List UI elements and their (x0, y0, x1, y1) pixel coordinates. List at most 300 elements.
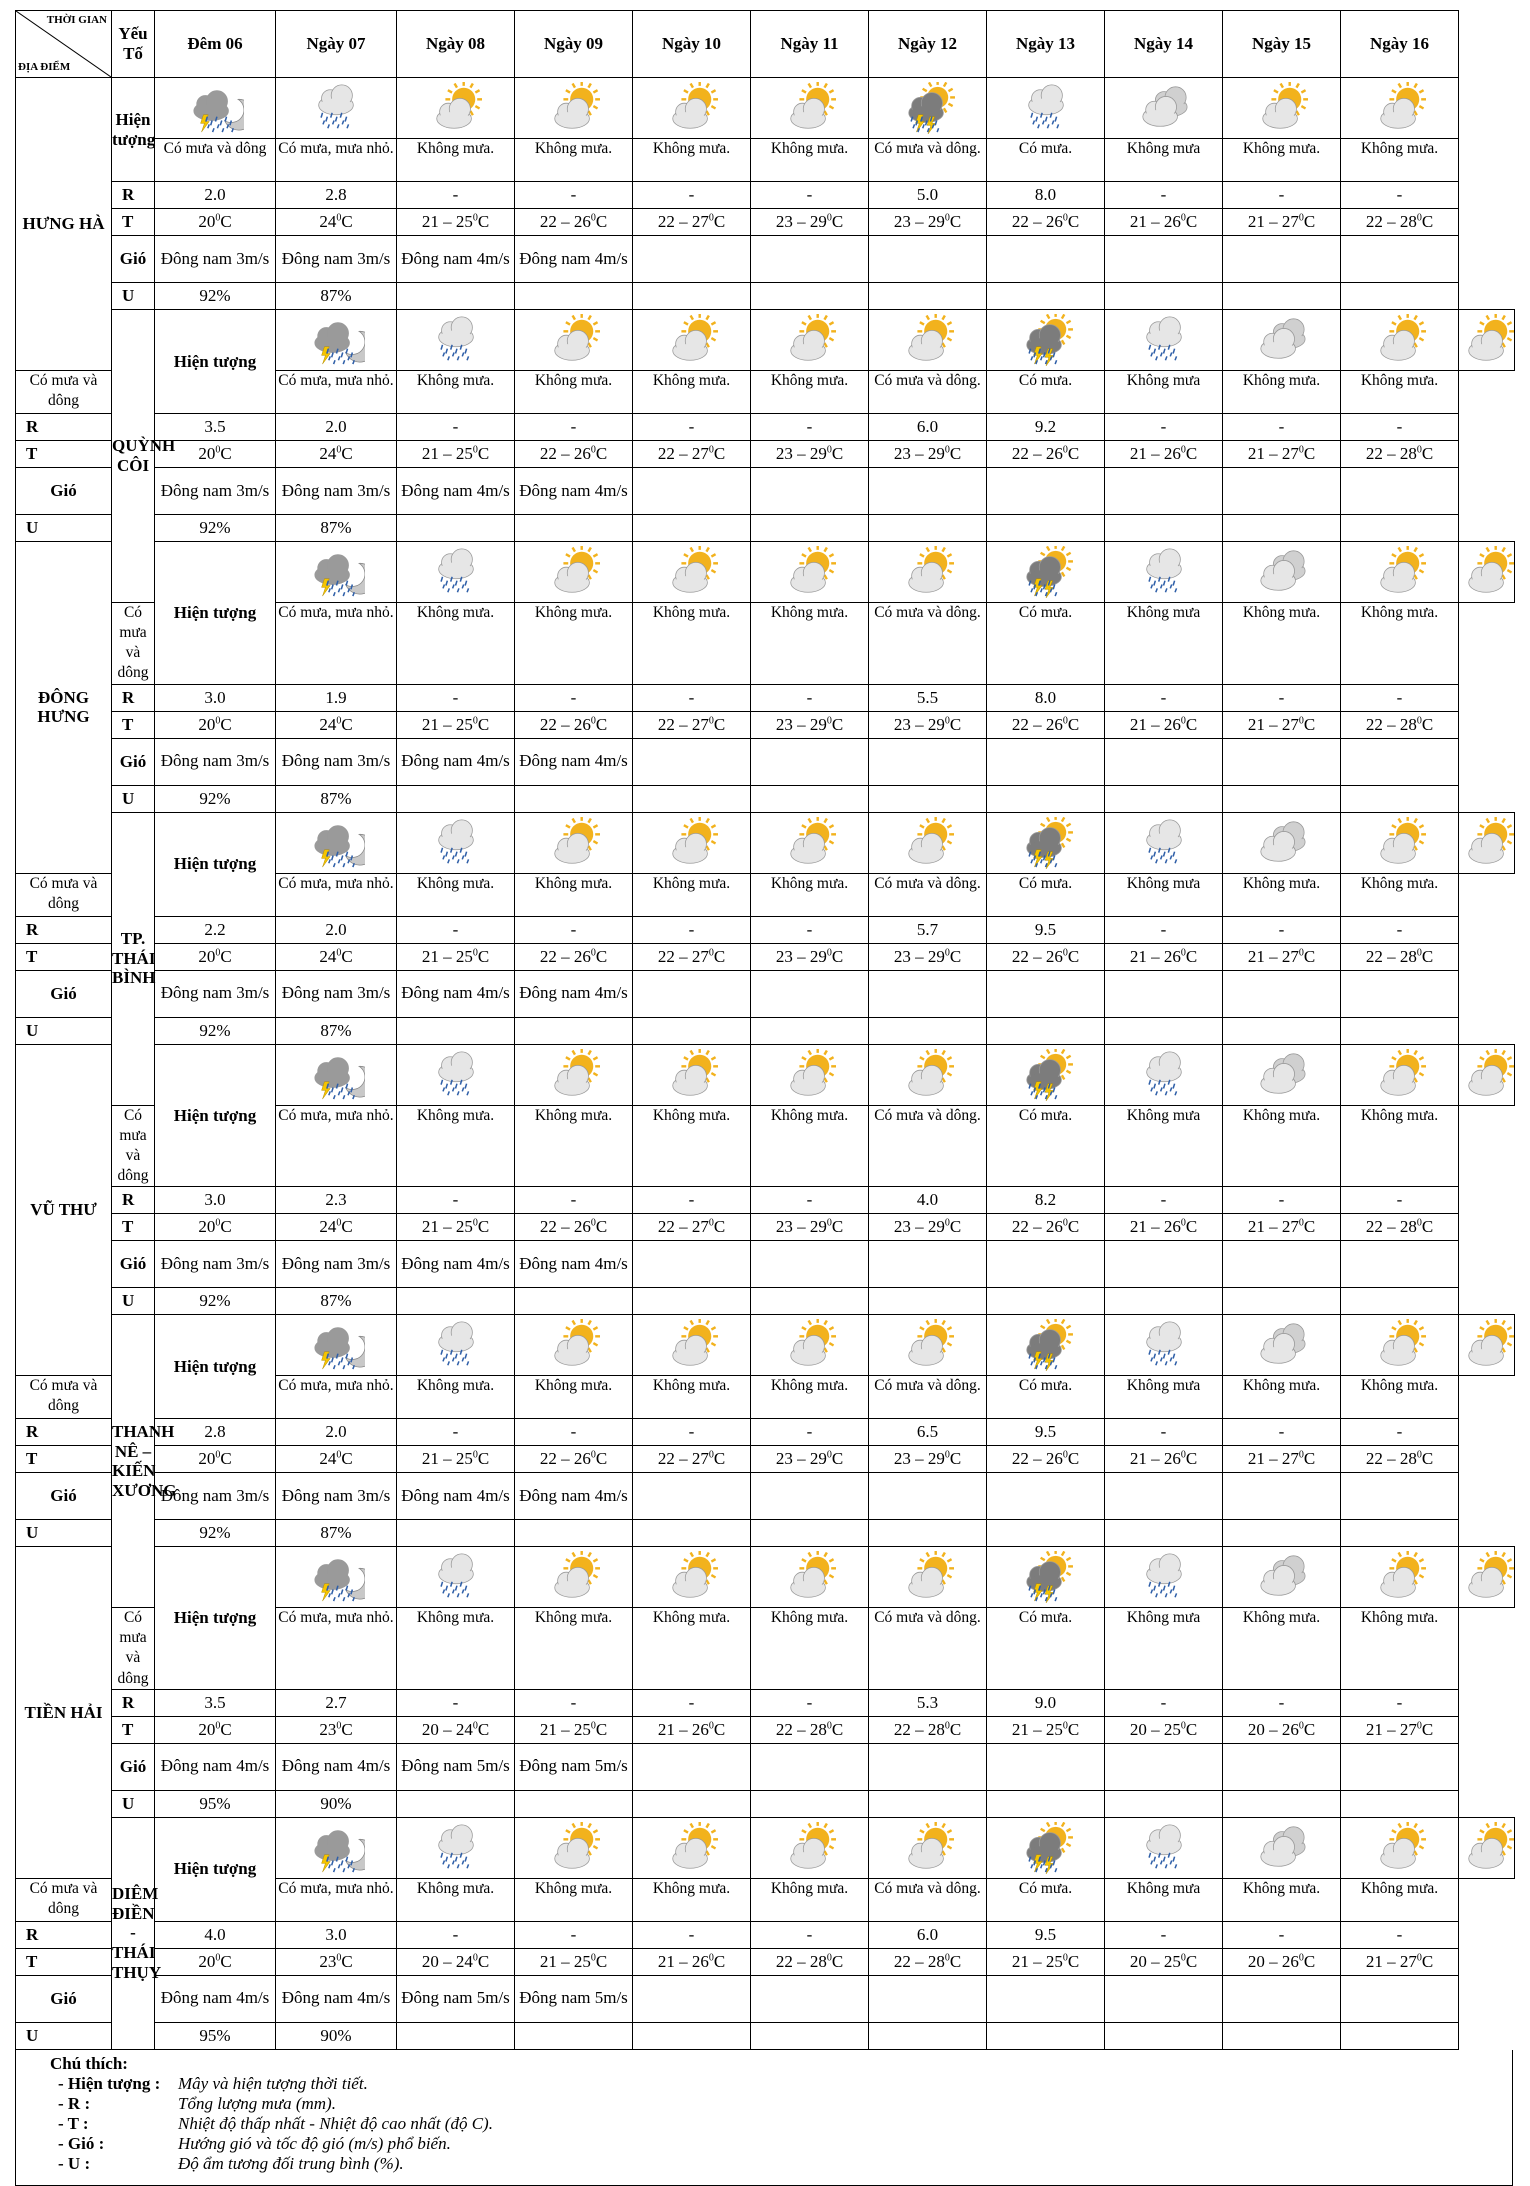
row-label-wind: Gió (16, 1473, 112, 1520)
sun-cloud-icon (1459, 1551, 1517, 1603)
temp-value: $24^0C$ (276, 711, 397, 738)
sun-cloud-icon (663, 1049, 721, 1101)
rain-value: 3.0 (155, 1187, 276, 1214)
weather-icon-cell (276, 1547, 397, 1608)
sun-cloud-icon (663, 82, 721, 134)
temp-value: $22 - 27^0C$ (633, 711, 751, 738)
phenomenon-text: Không mưa. (633, 603, 751, 685)
temp-value: $22 - 28^0C$ (1341, 209, 1459, 236)
wind-value (1341, 738, 1459, 785)
phenomenon-text: Không mưa. (515, 1878, 633, 1921)
wind-value (987, 1473, 1105, 1520)
phenomenon-text: Không mưa. (515, 1376, 633, 1419)
note-desc: Độ ẩm tương đối trung bình (%). (178, 2153, 404, 2173)
wind-value: Đông nam 4m/s (515, 1473, 633, 1520)
weather-icon-cell (633, 1817, 751, 1878)
rain-value: - (751, 1921, 869, 1948)
wind-value (1223, 236, 1341, 283)
rain-cloud-icon (427, 314, 485, 366)
humidity-value (1105, 515, 1223, 542)
sun-cloud-icon (1459, 314, 1517, 366)
phenomenon-text: Không mưa. (751, 603, 869, 685)
wind-value (751, 1743, 869, 1790)
rain-value: - (1223, 916, 1341, 943)
sun-cloud-icon (663, 817, 721, 869)
weather-icon-cell (751, 78, 869, 139)
humidity-value: 87% (276, 1017, 397, 1044)
temp-value: $21 - 26^0C$ (1105, 943, 1223, 970)
temp-value: $21 - 26^0C$ (1105, 441, 1223, 468)
humidity-value (869, 2022, 987, 2049)
thunderstorm-sun-icon (1017, 1319, 1075, 1371)
humidity-value: 87% (276, 1520, 397, 1547)
rain-value: 9.2 (987, 414, 1105, 441)
wind-value (869, 1473, 987, 1520)
phenomenon-text: Không mưa. (751, 1878, 869, 1921)
phenomenon-text: Có mưa, mưa nhỏ. (276, 1878, 397, 1921)
phenomenon-text: Có mưa và dông. (869, 1376, 987, 1419)
rain-value: - (1223, 684, 1341, 711)
humidity-value (1341, 515, 1459, 542)
temp-value: $24^0C$ (276, 209, 397, 236)
weather-icon-cell (276, 1315, 397, 1376)
humidity-value (1223, 1288, 1341, 1315)
weather-icon-cell (869, 542, 987, 603)
wind-value: Đông nam 5m/s (515, 1743, 633, 1790)
phenomenon-text: Không mưa. (397, 371, 515, 414)
day-header-4: Ngày 10 (633, 11, 751, 78)
temp-value: $21 - 26^0C$ (1105, 209, 1223, 236)
wind-value: Đông nam 3m/s (276, 738, 397, 785)
rain-value: 3.5 (155, 1689, 276, 1716)
wind-value (751, 1241, 869, 1288)
rain-value: 6.0 (869, 414, 987, 441)
cloudy-moon-storm-icon (307, 1319, 365, 1371)
weather-icon-cell (1223, 1547, 1341, 1608)
humidity-value (987, 785, 1105, 812)
phenomenon-text: Không mưa (1105, 603, 1223, 685)
phenomenon-text: Không mưa. (1223, 1105, 1341, 1187)
phenomenon-text: Không mưa. (1341, 1376, 1459, 1419)
weather-icon-cell (515, 1315, 633, 1376)
humidity-value (987, 1288, 1105, 1315)
sun-cloud-icon (1459, 817, 1517, 869)
temp-value: $20^0C$ (155, 1446, 276, 1473)
wind-value: Đông nam 3m/s (276, 236, 397, 283)
humidity-value: 92% (155, 1288, 276, 1315)
weather-icon-cell (1105, 310, 1223, 371)
temp-value: $21 - 27^0C$ (1223, 441, 1341, 468)
humidity-value (515, 1520, 633, 1547)
temp-value: $22 - 26^0C$ (515, 1446, 633, 1473)
temp-value: $23^0C$ (276, 1716, 397, 1743)
temp-value: $23^0C$ (276, 1948, 397, 1975)
weather-icon-cell (515, 1044, 633, 1105)
sun-cloud-icon (781, 1551, 839, 1603)
rain-value: 5.3 (869, 1689, 987, 1716)
temp-value: $21 - 27^0C$ (1223, 711, 1341, 738)
humidity-value: 87% (276, 1288, 397, 1315)
wind-value: Đông nam 4m/s (276, 1743, 397, 1790)
rain-cloud-icon (427, 1822, 485, 1874)
cloudy-icon (1253, 1049, 1311, 1101)
rain-value: - (633, 684, 751, 711)
wind-value (633, 1975, 751, 2022)
humidity-value (751, 515, 869, 542)
wind-value (987, 1975, 1105, 2022)
rain-value: - (751, 1689, 869, 1716)
wind-value (751, 970, 869, 1017)
wind-value: Đông nam 3m/s (276, 1241, 397, 1288)
location-name: TIỀN HẢI (16, 1547, 112, 1879)
temp-value: $22 - 28^0C$ (1341, 1446, 1459, 1473)
weather-icon-cell (1341, 1315, 1459, 1376)
day-header-6: Ngày 12 (869, 11, 987, 78)
rain-value: 3.5 (155, 414, 276, 441)
wind-value: Đông nam 4m/s (397, 738, 515, 785)
wind-value (1341, 970, 1459, 1017)
wind-value: Đông nam 4m/s (515, 236, 633, 283)
phenomenon-text: Có mưa và dông (112, 1608, 155, 1690)
wind-value (1105, 236, 1223, 283)
rain-value: - (633, 1187, 751, 1214)
rain-value: - (1341, 684, 1459, 711)
location-name: THANH NÊ – KIẾN XƯƠNG (112, 1315, 155, 1608)
weather-icon-cell (1105, 1817, 1223, 1878)
wind-value: Đông nam 3m/s (155, 1473, 276, 1520)
weather-icon-cell (1105, 78, 1223, 139)
humidity-value (633, 2022, 751, 2049)
rain-value: - (515, 1689, 633, 1716)
humidity-value (869, 1288, 987, 1315)
wind-value (1105, 468, 1223, 515)
humidity-value (987, 1790, 1105, 1817)
cloudy-moon-storm-icon (307, 1551, 365, 1603)
humidity-value (869, 785, 987, 812)
humidity-value (987, 283, 1105, 310)
weather-icon-cell (633, 1044, 751, 1105)
rain-value: - (397, 1187, 515, 1214)
wind-value (751, 236, 869, 283)
weather-icon-cell (987, 812, 1105, 873)
phenomenon-text: Không mưa (1105, 873, 1223, 916)
temp-value: $22 - 26^0C$ (987, 1214, 1105, 1241)
weather-icon-cell (1459, 812, 1515, 873)
note-desc: Hướng gió và tốc độ gió (m/s) phổ biến. (178, 2133, 451, 2153)
weather-icon-cell (276, 78, 397, 139)
rain-value: - (751, 182, 869, 209)
temp-value: $20^0C$ (155, 1948, 276, 1975)
weather-icon-cell (633, 310, 751, 371)
temp-value: $21 - 27^0C$ (1223, 1446, 1341, 1473)
location-name: VŨ THƯ (16, 1044, 112, 1376)
sun-cloud-icon (899, 1319, 957, 1371)
rain-value: - (397, 1921, 515, 1948)
weather-icon-cell (751, 1547, 869, 1608)
rain-value: - (515, 1187, 633, 1214)
humidity-value (397, 1017, 515, 1044)
cloudy-moon-storm-icon (307, 314, 365, 366)
location-name: HƯNG HÀ (16, 78, 112, 371)
humidity-value: 92% (155, 1017, 276, 1044)
temp-value: $20^0C$ (155, 1214, 276, 1241)
temp-value: $22 - 26^0C$ (987, 441, 1105, 468)
row-label-temp: T (16, 1446, 112, 1473)
weather-icon-cell (276, 1044, 397, 1105)
weather-icon-cell (1341, 1817, 1459, 1878)
weather-icon-cell (633, 542, 751, 603)
phenomenon-text: Không mưa. (1223, 1608, 1341, 1690)
phenomenon-text: Có mưa và dông. (869, 1878, 987, 1921)
weather-icon-cell (397, 812, 515, 873)
rain-value: - (515, 414, 633, 441)
weather-icon-cell (397, 1315, 515, 1376)
rain-value: 9.0 (987, 1689, 1105, 1716)
weather-icon-cell (1223, 542, 1341, 603)
phenomenon-text: Có mưa và dông (112, 1105, 155, 1187)
humidity-value (1105, 2022, 1223, 2049)
wind-value (1105, 1473, 1223, 1520)
phenomenon-text: Không mưa. (1223, 603, 1341, 685)
phenomenon-text: Có mưa và dông (155, 139, 276, 182)
rain-value: 4.0 (155, 1921, 276, 1948)
temp-value: $23 - 29^0C$ (869, 209, 987, 236)
row-label-rain: R (16, 1419, 112, 1446)
rain-cloud-icon (1135, 817, 1193, 869)
note-key: - U : (58, 2153, 91, 2173)
sun-cloud-icon (545, 546, 603, 598)
rain-value: 3.0 (155, 684, 276, 711)
place-label: ĐỊA ĐIỂM (18, 61, 71, 74)
humidity-value (1341, 1790, 1459, 1817)
temp-value: $22 - 27^0C$ (633, 1446, 751, 1473)
temp-value: $21 - 25^0C$ (515, 1716, 633, 1743)
rain-cloud-icon (1135, 1049, 1193, 1101)
humidity-value (1105, 1288, 1223, 1315)
row-label-humidity: U (112, 785, 155, 812)
note-line (16, 2114, 1512, 2134)
phenomenon-text: Không mưa. (515, 371, 633, 414)
sun-cloud-icon (663, 1551, 721, 1603)
rain-cloud-icon (1135, 314, 1193, 366)
wind-value (1223, 1473, 1341, 1520)
humidity-value: 92% (155, 1520, 276, 1547)
phenomenon-text: Không mưa. (751, 1105, 869, 1187)
humidity-value: 90% (276, 1790, 397, 1817)
wind-value (633, 236, 751, 283)
phenomenon-text: Không mưa. (1341, 371, 1459, 414)
sun-cloud-icon (899, 817, 957, 869)
cloudy-icon (1253, 546, 1311, 598)
phenomenon-text: Không mưa. (397, 603, 515, 685)
phenomenon-text: Không mưa. (515, 1608, 633, 1690)
rain-value: 2.0 (276, 916, 397, 943)
humidity-value (1105, 283, 1223, 310)
row-label-rain: R (112, 1187, 155, 1214)
rain-value: - (751, 1419, 869, 1446)
thunderstorm-sun-icon (1017, 314, 1075, 366)
day-header-1: Ngày 07 (276, 11, 397, 78)
temp-value: $23 - 29^0C$ (869, 441, 987, 468)
phenomenon-text: Có mưa. (987, 1105, 1105, 1187)
weather-icon-cell (1459, 542, 1515, 603)
row-label-temp: T (112, 1214, 155, 1241)
rain-value: - (397, 182, 515, 209)
humidity-value (515, 515, 633, 542)
sun-cloud-icon (781, 314, 839, 366)
sun-cloud-icon (781, 817, 839, 869)
rain-value: - (397, 684, 515, 711)
weather-icon-cell (751, 1817, 869, 1878)
humidity-value (397, 515, 515, 542)
rain-value: 5.7 (869, 916, 987, 943)
temp-value: $20 - 26^0C$ (1223, 1716, 1341, 1743)
weather-icon-cell (1223, 310, 1341, 371)
temp-value: $20^0C$ (155, 441, 276, 468)
rain-value: - (1223, 1419, 1341, 1446)
location-name: ĐÔNG HƯNG (16, 542, 112, 874)
rain-value: 5.5 (869, 684, 987, 711)
phenomenon-text: Không mưa. (397, 139, 515, 182)
phenomenon-text: Có mưa và dông. (869, 1608, 987, 1690)
phenomenon-text: Có mưa. (987, 1878, 1105, 1921)
row-label-rain: R (16, 414, 112, 441)
humidity-value: 87% (276, 283, 397, 310)
rain-value: - (1223, 182, 1341, 209)
humidity-value (751, 283, 869, 310)
sun-cloud-icon (1371, 1319, 1429, 1371)
humidity-value (633, 1017, 751, 1044)
humidity-value: 92% (155, 283, 276, 310)
phenomenon-text: Có mưa, mưa nhỏ. (276, 1608, 397, 1690)
phenomenon-text: Không mưa. (515, 139, 633, 182)
location-name: QUỲNH CÔI (112, 310, 155, 603)
temp-value: $22 - 28^0C$ (1341, 441, 1459, 468)
wind-value (751, 1473, 869, 1520)
phenomenon-text: Không mưa. (515, 873, 633, 916)
rain-cloud-icon (427, 1319, 485, 1371)
sun-cloud-icon (663, 1319, 721, 1371)
cloudy-moon-storm-icon (307, 1049, 365, 1101)
wind-value (633, 738, 751, 785)
temp-value: $22 - 26^0C$ (515, 441, 633, 468)
wind-value (1223, 970, 1341, 1017)
wind-value (1341, 1743, 1459, 1790)
temp-value: $21 - 27^0C$ (1341, 1948, 1459, 1975)
weather-icon-cell (515, 542, 633, 603)
sun-cloud-icon (545, 1551, 603, 1603)
row-label-wind: Gió (112, 1743, 155, 1790)
thunderstorm-sun-icon (1017, 546, 1075, 598)
row-label-wind: Gió (112, 738, 155, 785)
humidity-value (397, 2022, 515, 2049)
temp-value: $21 - 25^0C$ (397, 1446, 515, 1473)
weather-icon-cell (1223, 1315, 1341, 1376)
temp-value: $21 - 25^0C$ (397, 209, 515, 236)
wind-value (869, 1743, 987, 1790)
temp-value: $21 - 25^0C$ (397, 943, 515, 970)
row-label-phenomenon: Hiện tượng (112, 78, 155, 182)
weather-icon-cell (987, 1547, 1105, 1608)
wind-value (987, 468, 1105, 515)
day-header-2: Ngày 08 (397, 11, 515, 78)
phenomenon-text: Có mưa, mưa nhỏ. (276, 873, 397, 916)
forecast-sheet (15, 10, 1515, 2186)
humidity-value (1223, 515, 1341, 542)
row-label-rain: R (112, 182, 155, 209)
temp-value: $20 - 26^0C$ (1223, 1948, 1341, 1975)
temp-value: $20^0C$ (155, 209, 276, 236)
phenomenon-text: Có mưa và dông. (869, 139, 987, 182)
temp-value: $22 - 26^0C$ (515, 1214, 633, 1241)
rain-value: 6.5 (869, 1419, 987, 1446)
rain-value: - (1105, 182, 1223, 209)
humidity-value (633, 1790, 751, 1817)
phenomenon-text: Không mưa. (1341, 1608, 1459, 1690)
rain-value: - (751, 916, 869, 943)
weather-icon-cell (515, 1547, 633, 1608)
cloudy-icon (1253, 1551, 1311, 1603)
wind-value (1105, 1975, 1223, 2022)
rain-value: - (515, 684, 633, 711)
cloudy-icon (1253, 1319, 1311, 1371)
row-label-phenomenon: Hiện tượng (155, 542, 276, 685)
day-header-0: Đêm 06 (155, 11, 276, 78)
location-name: TP. THÁI BÌNH (112, 812, 155, 1105)
cloudy-icon (1135, 82, 1193, 134)
temp-value: $20 - 25^0C$ (1105, 1948, 1223, 1975)
humidity-value (1223, 1017, 1341, 1044)
weather-icon-cell (869, 1817, 987, 1878)
phenomenon-text: Có mưa và dông (16, 1878, 112, 1921)
row-label-wind: Gió (16, 1975, 112, 2022)
rain-value: 1.9 (276, 684, 397, 711)
temp-value: $21 - 26^0C$ (633, 1948, 751, 1975)
wind-value: Đông nam 3m/s (276, 468, 397, 515)
phenomenon-text: Có mưa và dông. (869, 873, 987, 916)
row-label-rain: R (112, 1689, 155, 1716)
rain-value: - (1341, 916, 1459, 943)
rain-cloud-icon (427, 817, 485, 869)
element-header: Yếu Tố (112, 11, 155, 78)
phenomenon-text: Không mưa. (633, 873, 751, 916)
humidity-value (1105, 1017, 1223, 1044)
cloudy-moon-storm-icon (307, 817, 365, 869)
cloudy-moon-storm-icon (307, 546, 365, 598)
weather-icon-cell (751, 310, 869, 371)
temp-value: $21 - 26^0C$ (633, 1716, 751, 1743)
rain-value: - (633, 916, 751, 943)
phenomenon-text: Không mưa. (1223, 139, 1341, 182)
humidity-value (633, 515, 751, 542)
row-label-humidity: U (112, 1790, 155, 1817)
rain-value: - (633, 182, 751, 209)
rain-value: - (397, 414, 515, 441)
wind-value (1341, 1975, 1459, 2022)
row-label-wind: Gió (16, 468, 112, 515)
humidity-value (1341, 2022, 1459, 2049)
weather-icon-cell (1223, 78, 1341, 139)
rain-value: - (397, 1689, 515, 1716)
temp-value: $24^0C$ (276, 1214, 397, 1241)
rain-value: 3.0 (276, 1921, 397, 1948)
humidity-value (869, 1017, 987, 1044)
rain-value: - (1341, 1187, 1459, 1214)
wind-value (987, 1241, 1105, 1288)
temp-value: $22 - 28^0C$ (751, 1948, 869, 1975)
wind-value: Đông nam 4m/s (397, 468, 515, 515)
weather-icon-cell (869, 812, 987, 873)
